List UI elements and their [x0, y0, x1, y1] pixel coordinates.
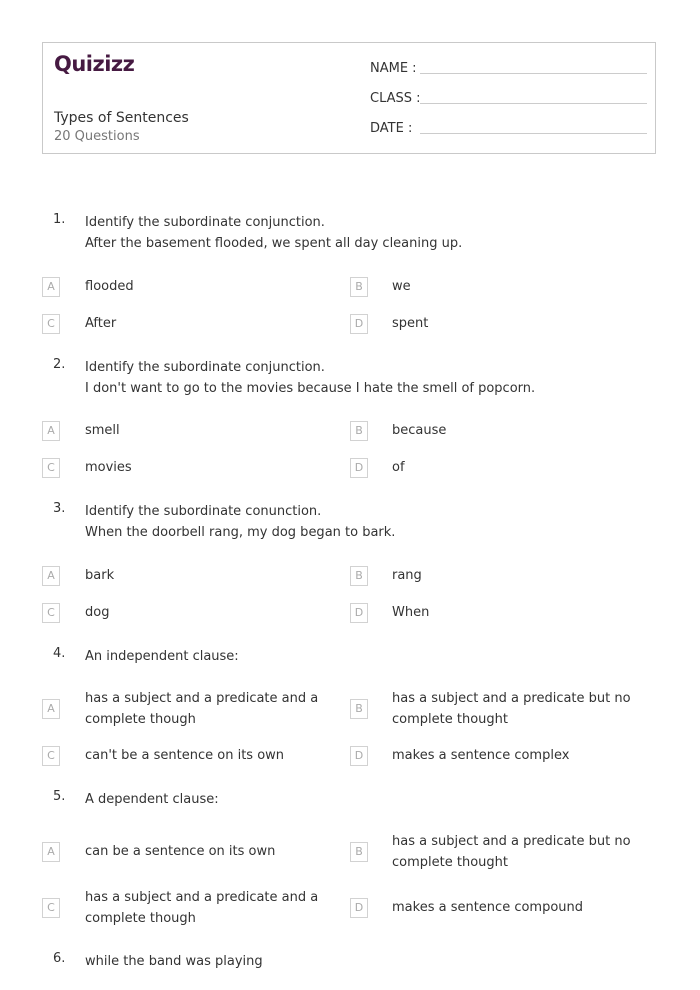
question-prompt	[85, 789, 665, 810]
option-letter: D	[350, 314, 368, 334]
option-letter: D	[350, 746, 368, 766]
option-letter: B	[350, 421, 368, 441]
class-line	[420, 103, 647, 104]
option-text: makes a sentence complex	[392, 748, 570, 763]
option-text: we	[392, 279, 411, 294]
option-letter: D	[350, 898, 368, 918]
question-line: Identify the subordinate conunction.	[85, 504, 322, 519]
option-text: After	[85, 316, 117, 331]
name-field[interactable]	[370, 61, 647, 76]
question-prompt	[85, 951, 665, 972]
question-number: 4.	[53, 646, 66, 661]
option-letter: D	[350, 603, 368, 623]
option-letter: C	[42, 746, 60, 766]
option-letter: D	[350, 458, 368, 478]
question-line: Identify the subordinate conjunction.	[85, 360, 325, 375]
option-text	[85, 688, 335, 730]
option-letter: C	[42, 603, 60, 623]
date-field[interactable]	[370, 121, 647, 136]
name-line	[420, 73, 647, 74]
class-label: CLASS :	[370, 91, 421, 106]
option-text: smell	[85, 423, 120, 438]
question-number: 3.	[53, 501, 66, 516]
option-letter: A	[42, 277, 60, 297]
option-text-line: has a subject and a predicate and a	[85, 890, 319, 905]
name-label: NAME :	[370, 61, 417, 76]
option-letter: A	[42, 421, 60, 441]
option-text: can be a sentence on its own	[85, 844, 276, 859]
question-line: A dependent clause:	[85, 792, 219, 807]
option-text: makes a sentence compound	[392, 900, 584, 915]
option-text: movies	[85, 460, 132, 475]
question-number: 1.	[53, 212, 66, 227]
option-text: rang	[392, 568, 422, 583]
option-text	[392, 688, 642, 730]
option-text-line: complete though	[85, 911, 196, 926]
class-field[interactable]	[370, 91, 647, 106]
option-text	[392, 831, 642, 873]
option-text: flooded	[85, 279, 134, 294]
worksheet-header	[42, 42, 656, 154]
option-letter: B	[350, 842, 368, 862]
question-prompt	[85, 646, 665, 667]
option-letter: C	[42, 314, 60, 334]
option-letter: A	[42, 699, 60, 719]
option-letter: B	[350, 566, 368, 586]
question-line: An independent clause:	[85, 649, 239, 664]
option-text: can't be a sentence on its own	[85, 748, 285, 763]
question-prompt	[85, 501, 665, 543]
question-line: while the band was playing	[85, 954, 263, 969]
question-number: 5.	[53, 789, 66, 804]
option-letter: B	[350, 699, 368, 719]
date-label: DATE :	[370, 121, 413, 136]
option-text-line: has a subject and a predicate and a	[85, 691, 319, 706]
option-text-line: complete thought	[392, 712, 508, 727]
option-text: of	[392, 460, 405, 475]
option-text: dog	[85, 605, 110, 620]
option-text-line: complete though	[85, 712, 196, 727]
question-prompt	[85, 212, 665, 254]
question-number: 2.	[53, 357, 66, 372]
option-text	[85, 887, 335, 929]
option-letter: A	[42, 842, 60, 862]
option-text-line: has a subject and a predicate but no	[392, 691, 631, 706]
question-line: Identify the subordinate conjunction.	[85, 215, 325, 230]
question-line: When the doorbell rang, my dog began to bark.	[85, 525, 396, 540]
option-letter: C	[42, 898, 60, 918]
option-letter: A	[42, 566, 60, 586]
option-text: because	[392, 423, 447, 438]
question-number: 6.	[53, 951, 66, 966]
option-text: spent	[392, 316, 429, 331]
worksheet-title: Types of Sentences	[54, 110, 189, 126]
option-text-line: complete thought	[392, 855, 508, 870]
option-text: When	[392, 605, 430, 620]
option-text-line: has a subject and a predicate but no	[392, 834, 631, 849]
question-line: I don't want to go to the movies because I hate the smell of popcorn.	[85, 381, 536, 396]
option-letter: C	[42, 458, 60, 478]
quizizz-logo: Quizizz	[54, 52, 135, 76]
option-text: bark	[85, 568, 115, 583]
option-letter: B	[350, 277, 368, 297]
question-prompt	[85, 357, 665, 399]
question-count: 20 Questions	[54, 129, 140, 144]
date-line	[420, 133, 647, 134]
question-line: After the basement flooded, we spent all day cleaning up.	[85, 236, 463, 251]
